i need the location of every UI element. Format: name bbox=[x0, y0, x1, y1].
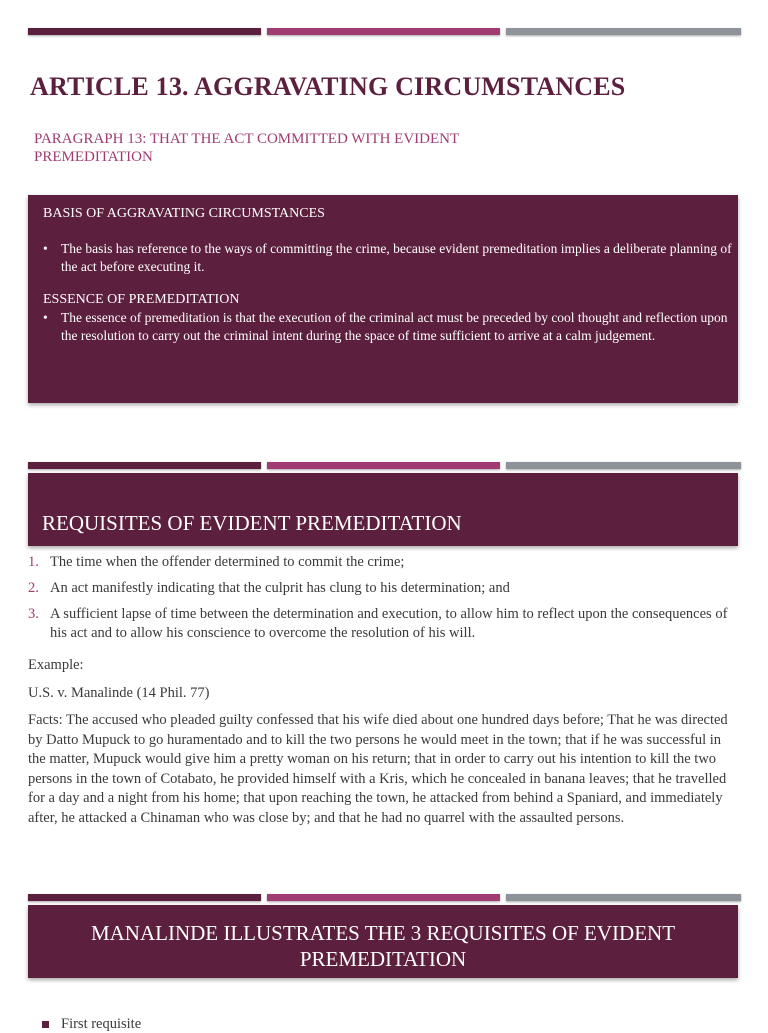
list-text: A sufficient lapse of time between the determination and execution, to allow him to reflect upon the consequences of his act and to allow his conscience to overcome the resolution of his will. bbox=[50, 606, 728, 641]
essence-heading: ESSENCE OF PREMEDITATION bbox=[43, 292, 240, 307]
content-box bbox=[28, 195, 738, 403]
first-requisite-bullet bbox=[42, 1016, 141, 1033]
manalinde-header-box bbox=[28, 905, 738, 978]
list-text: An act manifestly indicating that the culprit has clung to his determination; and bbox=[50, 580, 510, 596]
accent-bar-plum bbox=[28, 28, 261, 35]
list-text: The time when the offender determined to commit the crime; bbox=[50, 554, 405, 570]
accent-bar-gray bbox=[506, 894, 741, 901]
accent-bar-plum bbox=[28, 462, 261, 469]
slide-subtitle: PARAGRAPH 13: THAT THE ACT COMMITTED WITH EVIDENT PREMEDITATION bbox=[34, 131, 459, 165]
list-item bbox=[28, 579, 740, 598]
slide1-accent-bars bbox=[28, 28, 741, 36]
list-item bbox=[28, 605, 740, 643]
case-facts: Facts: The accused who pleaded guilty confessed that his wife died about one hundred days before; That he was directed by Datto Mupuck to go huramentado and to kill the two persons he would meet in the town; that if he was successful in the matter, Mupuck would give him a pretty woman on his return; that in order to carry out his intention to kill the two persons in the town of Cotabato, he provided himself with a Kris, which he concealed in banana leaves; that he travelled for a day and a night from his home; that upon reaching the town, he attacked from behind a Spaniard, and immediately after, he attacked a Chinaman who was close by; and that he had no quarrel with the assaulted persons. bbox=[28, 712, 728, 826]
list-number: 1. bbox=[28, 554, 39, 570]
slide-title: ARTICLE 13. AGGRAVATING CIRCUMSTANCES bbox=[30, 72, 626, 101]
slide2-accent-bars bbox=[28, 462, 741, 470]
accent-bar-plum bbox=[28, 894, 261, 901]
first-requisite-text: First requisite bbox=[61, 1016, 142, 1032]
requisites-header-box bbox=[28, 473, 738, 546]
list-item bbox=[28, 553, 740, 572]
accent-bar-magenta bbox=[267, 28, 500, 35]
slide3-accent-bars bbox=[28, 894, 741, 902]
accent-bar-magenta bbox=[267, 894, 500, 901]
list-number: 3. bbox=[28, 606, 39, 622]
square-bullet-icon bbox=[42, 1021, 49, 1028]
accent-bar-gray bbox=[506, 28, 741, 35]
accent-bar-gray bbox=[506, 462, 741, 469]
requisites-heading: REQUISITES OF EVIDENT PREMEDITATION bbox=[42, 511, 462, 535]
accent-bar-magenta bbox=[267, 462, 500, 469]
list-number: 2. bbox=[28, 580, 39, 596]
case-citation: U.S. v. Manalinde (14 Phil. 77) bbox=[28, 685, 210, 701]
basis-heading: BASIS OF AGGRAVATING CIRCUMSTANCES bbox=[43, 206, 325, 221]
requisites-list bbox=[28, 553, 740, 650]
manalinde-heading: MANALINDE ILLUSTRATES THE 3 REQUISITES OF EVIDENT PREMEDITATION bbox=[90, 921, 676, 971]
example-label: Example: bbox=[28, 657, 84, 673]
basis-bullet: • The basis has reference to the ways of committing the crime, because evident premeditation implies a deliberate planning of the act before executing it. bbox=[43, 240, 733, 276]
essence-bullet: • The essence of premeditation is that the execution of the criminal act must be preceded by cool thought and reflection upon the resolution to carry out the criminal intent during the space of time sufficient to arrive at a calm judgement. bbox=[43, 309, 733, 345]
